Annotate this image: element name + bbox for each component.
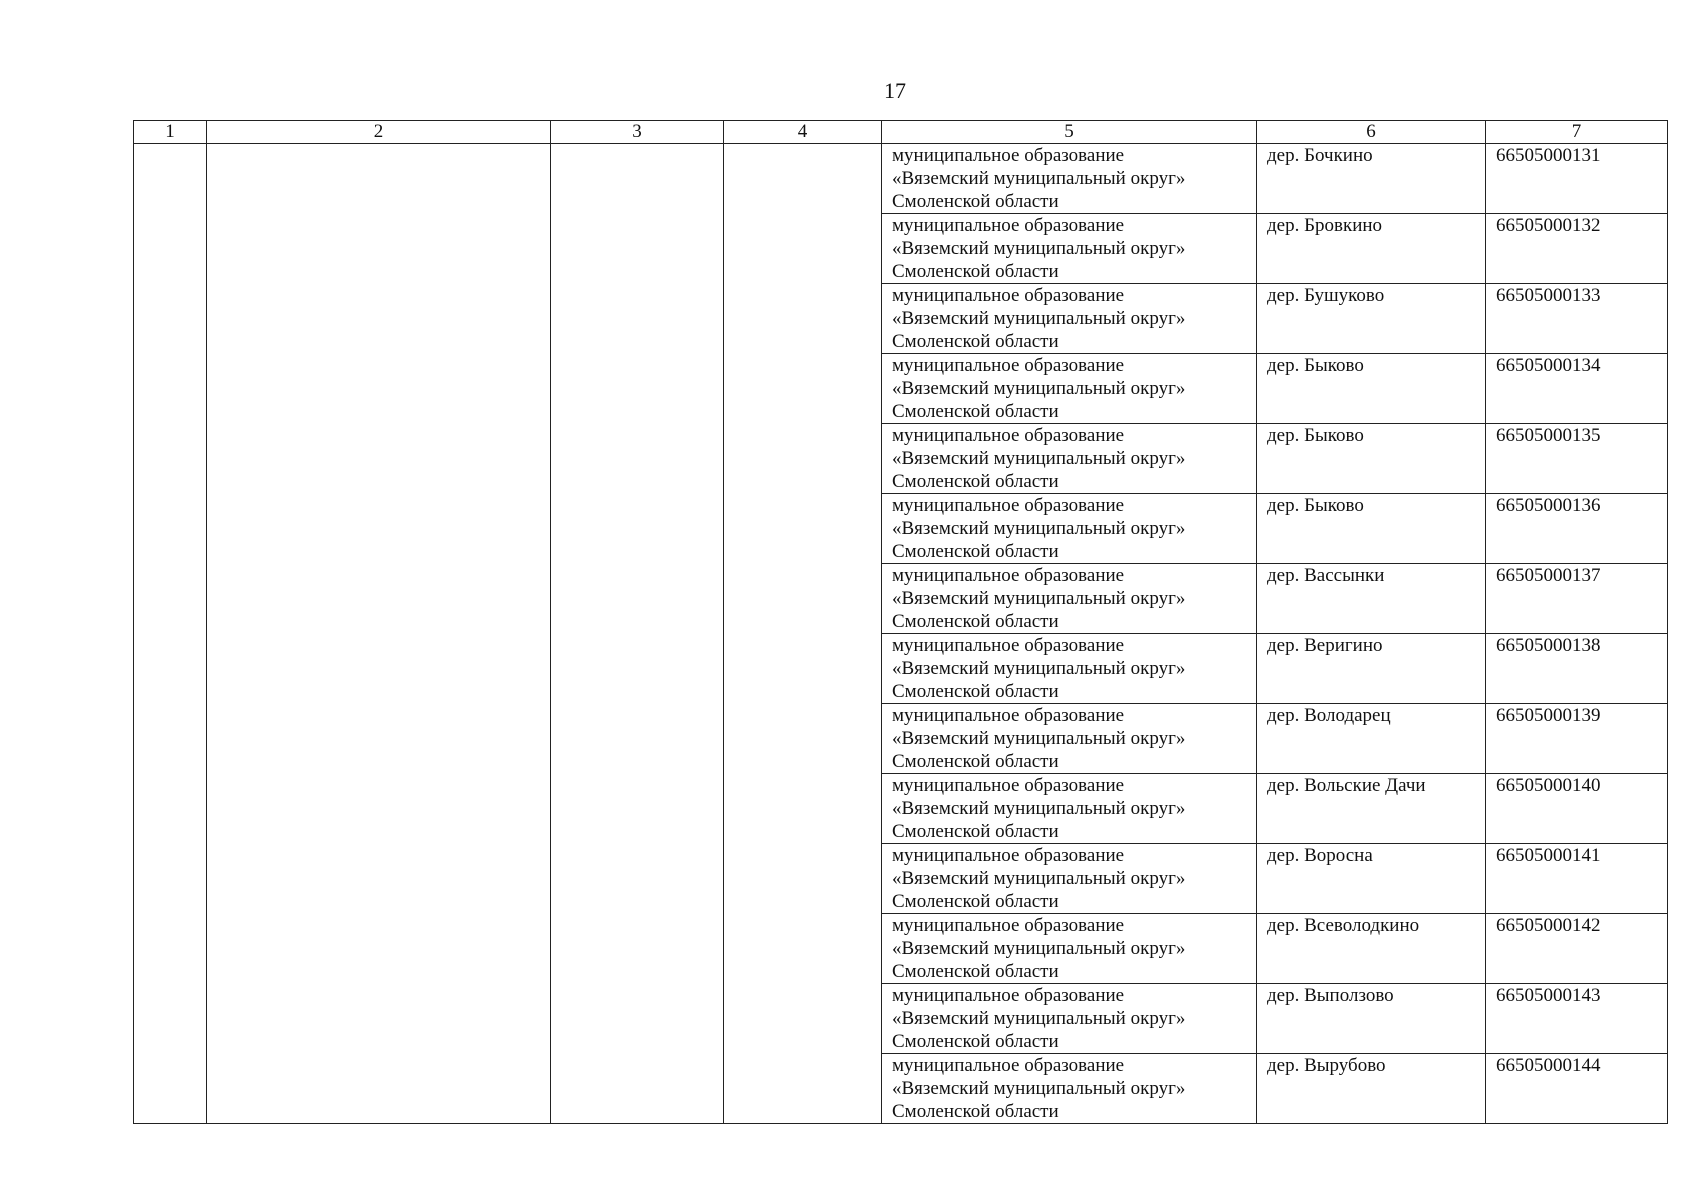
oktmo-code-cell: 66505000132 xyxy=(1486,214,1668,284)
col2-cell xyxy=(207,144,551,1124)
oktmo-code-cell: 66505000136 xyxy=(1486,494,1668,564)
municipality-text: «Вяземский муниципальный округ» xyxy=(892,238,1186,259)
municipality-cell xyxy=(882,494,1257,564)
settlements-table xyxy=(133,120,1668,1124)
oktmo-code-cell: 66505000131 xyxy=(1486,144,1668,214)
municipality-text: Смоленской области xyxy=(892,1031,1059,1052)
header-row xyxy=(134,121,1668,144)
settlement-cell: дер. Вассынки xyxy=(1257,564,1486,634)
municipality-cell xyxy=(882,564,1257,634)
municipality-text: муниципальное образование xyxy=(892,425,1125,446)
municipality-text: «Вяземский муниципальный округ» xyxy=(892,518,1186,539)
settlement-cell: дер. Веригино xyxy=(1257,634,1486,704)
municipality-text: Смоленской области xyxy=(892,751,1059,772)
municipality-cell xyxy=(882,424,1257,494)
col4-cell xyxy=(724,144,882,1124)
oktmo-code-cell: 66505000135 xyxy=(1486,424,1668,494)
municipality-text: «Вяземский муниципальный округ» xyxy=(892,798,1186,819)
municipality-text: «Вяземский муниципальный округ» xyxy=(892,1078,1186,1099)
table-header xyxy=(134,121,1668,144)
settlement-cell: дер. Володарец xyxy=(1257,704,1486,774)
municipality-text: Смоленской области xyxy=(892,401,1059,422)
municipality-text: Смоленской области xyxy=(892,191,1059,212)
municipality-cell xyxy=(882,354,1257,424)
column-header: 1 xyxy=(134,121,207,144)
settlement-cell: дер. Бушуково xyxy=(1257,284,1486,354)
column-header: 5 xyxy=(882,121,1257,144)
settlement-cell: дер. Быково xyxy=(1257,494,1486,564)
oktmo-code-cell: 66505000140 xyxy=(1486,774,1668,844)
oktmo-code-cell: 66505000139 xyxy=(1486,704,1668,774)
settlement-cell: дер. Выползово xyxy=(1257,984,1486,1054)
municipality-text: муниципальное образование xyxy=(892,705,1125,726)
column-header: 2 xyxy=(207,121,551,144)
page-number: 17 xyxy=(884,78,906,103)
oktmo-code-cell: 66505000142 xyxy=(1486,914,1668,984)
municipality-cell xyxy=(882,774,1257,844)
municipality-cell xyxy=(882,984,1257,1054)
table-body xyxy=(134,144,1668,1124)
oktmo-code-cell: 66505000144 xyxy=(1486,1054,1668,1124)
municipality-text: муниципальное образование xyxy=(892,355,1125,376)
municipality-text: «Вяземский муниципальный округ» xyxy=(892,728,1186,749)
municipality-text: Смоленской области xyxy=(892,961,1059,982)
municipality-cell xyxy=(882,704,1257,774)
settlement-cell: дер. Бровкино xyxy=(1257,214,1486,284)
settlement-cell: дер. Быково xyxy=(1257,354,1486,424)
municipality-text: муниципальное образование xyxy=(892,145,1125,166)
municipality-text: муниципальное образование xyxy=(892,565,1125,586)
municipality-text: Смоленской области xyxy=(892,821,1059,842)
municipality-text: Смоленской области xyxy=(892,331,1059,352)
municipality-cell xyxy=(882,634,1257,704)
municipality-text: «Вяземский муниципальный округ» xyxy=(892,308,1186,329)
col1-cell xyxy=(134,144,207,1124)
municipality-cell xyxy=(882,1054,1257,1124)
municipality-cell xyxy=(882,284,1257,354)
municipality-cell xyxy=(882,214,1257,284)
municipality-text: «Вяземский муниципальный округ» xyxy=(892,378,1186,399)
municipality-cell xyxy=(882,914,1257,984)
col3-cell xyxy=(551,144,724,1124)
column-header: 4 xyxy=(724,121,882,144)
municipality-text: «Вяземский муниципальный округ» xyxy=(892,588,1186,609)
municipality-text: «Вяземский муниципальный округ» xyxy=(892,448,1186,469)
oktmo-code-cell: 66505000138 xyxy=(1486,634,1668,704)
oktmo-code-cell: 66505000137 xyxy=(1486,564,1668,634)
municipality-text: муниципальное образование xyxy=(892,845,1125,866)
municipality-text: «Вяземский муниципальный округ» xyxy=(892,938,1186,959)
municipality-text: «Вяземский муниципальный округ» xyxy=(892,1008,1186,1029)
municipality-cell xyxy=(882,844,1257,914)
settlement-cell: дер. Воросна xyxy=(1257,844,1486,914)
oktmo-code-cell: 66505000134 xyxy=(1486,354,1668,424)
column-header: 6 xyxy=(1257,121,1486,144)
settlement-cell: дер. Вольские Дачи xyxy=(1257,774,1486,844)
column-header: 7 xyxy=(1486,121,1668,144)
municipality-text: Смоленской области xyxy=(892,681,1059,702)
municipality-text: Смоленской области xyxy=(892,471,1059,492)
table-row xyxy=(134,144,1668,214)
municipality-text: «Вяземский муниципальный округ» xyxy=(892,868,1186,889)
municipality-text: муниципальное образование xyxy=(892,495,1125,516)
settlement-cell: дер. Быково xyxy=(1257,424,1486,494)
municipality-text: муниципальное образование xyxy=(892,985,1125,1006)
municipality-text: муниципальное образование xyxy=(892,915,1125,936)
settlement-cell: дер. Вырубово xyxy=(1257,1054,1486,1124)
municipality-text: Смоленской области xyxy=(892,611,1059,632)
settlement-cell: дер. Бочкино xyxy=(1257,144,1486,214)
municipality-text: Смоленской области xyxy=(892,891,1059,912)
municipality-text: муниципальное образование xyxy=(892,635,1125,656)
oktmo-code-cell: 66505000133 xyxy=(1486,284,1668,354)
oktmo-code-cell: 66505000143 xyxy=(1486,984,1668,1054)
municipality-text: Смоленской области xyxy=(892,541,1059,562)
municipality-cell xyxy=(882,144,1257,214)
municipality-text: «Вяземский муниципальный округ» xyxy=(892,658,1186,679)
settlement-cell: дер. Всеволодкино xyxy=(1257,914,1486,984)
municipality-text: Смоленской области xyxy=(892,1101,1059,1122)
municipality-text: муниципальное образование xyxy=(892,215,1125,236)
municipality-text: «Вяземский муниципальный округ» xyxy=(892,168,1186,189)
municipality-text: Смоленской области xyxy=(892,261,1059,282)
column-header: 3 xyxy=(551,121,724,144)
municipality-text: муниципальное образование xyxy=(892,1055,1125,1076)
oktmo-code-cell: 66505000141 xyxy=(1486,844,1668,914)
municipality-text: муниципальное образование xyxy=(892,285,1125,306)
municipality-text: муниципальное образование xyxy=(892,775,1125,796)
